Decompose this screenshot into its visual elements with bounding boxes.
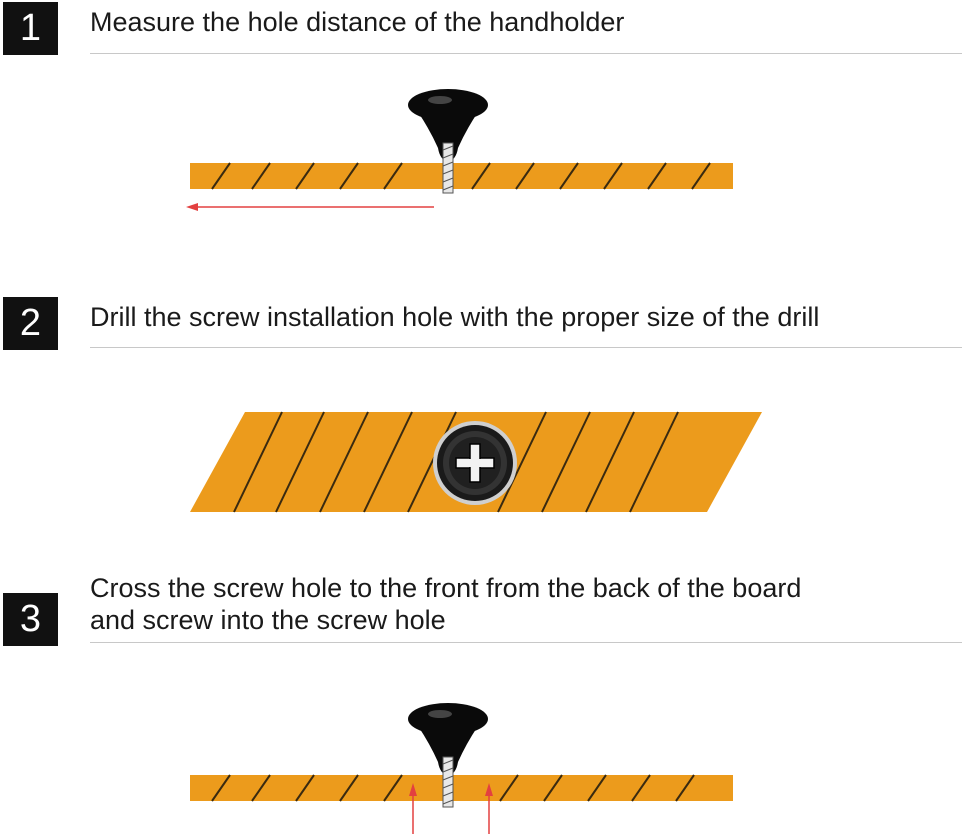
step-number-badge: 3	[3, 593, 58, 646]
board-top-view	[190, 412, 762, 512]
step-caption	[90, 572, 801, 636]
divider	[90, 642, 962, 643]
caption-line: and screw into the screw hole	[90, 605, 446, 635]
knob-icon	[408, 703, 488, 776]
divider	[90, 347, 962, 348]
divider	[90, 53, 962, 54]
up-arrow-icon	[409, 783, 417, 834]
caption-line: Cross the screw hole to the front from the back of the board	[90, 573, 802, 603]
screw-icon	[443, 143, 453, 193]
board-strip	[190, 163, 733, 189]
caption-line: Measure the hole distance of the handholder	[90, 7, 625, 37]
drill-hole-icon	[433, 421, 517, 505]
caption-line: Drill the screw installation hole with the proper size of the drill	[90, 302, 820, 332]
step-caption	[90, 6, 624, 38]
screw-icon	[443, 757, 453, 807]
board-strip	[190, 775, 733, 801]
step-caption	[90, 301, 819, 333]
measure-arrow-icon	[186, 203, 434, 211]
step-number-badge: 1	[3, 2, 58, 55]
step-number-badge: 2	[3, 297, 58, 350]
up-arrow-icon	[485, 783, 493, 834]
knob-icon	[408, 89, 488, 162]
